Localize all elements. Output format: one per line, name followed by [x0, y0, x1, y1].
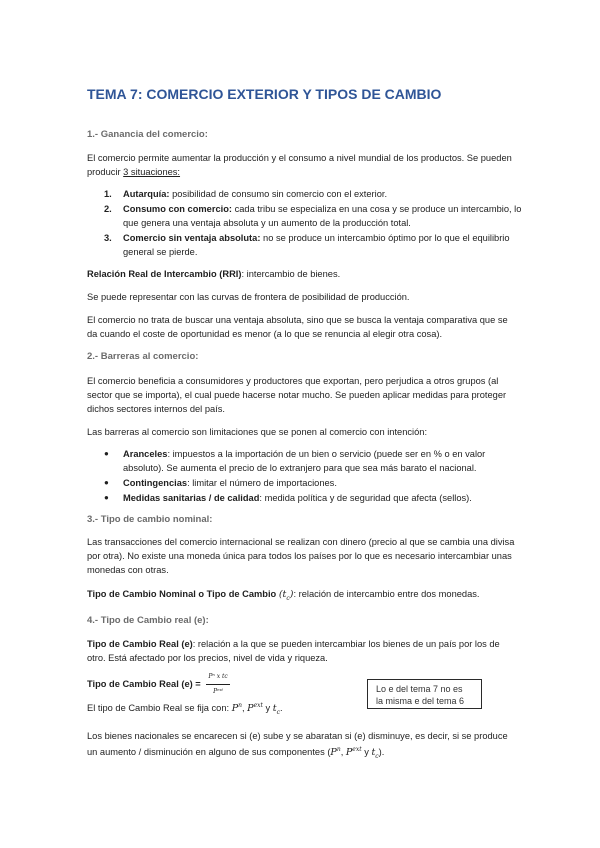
paragraph-nominal: Las transacciones del comercio internacional se realizan con dinero (precio al que se cambia una divisa por otra). No existe una moneda única para todos los países por lo que es necesario intercambiar unas monedas con otras. [87, 537, 515, 575]
section-heading-2: 2.- Barreras al comercio: [87, 351, 199, 362]
paragraph-frontera: Se puede representar con las curvas de frontera de posibilidad de producción. [87, 292, 410, 302]
page-title: TEMA 7: COMERCIO EXTERIOR Y TIPOS DE CAMBIO [87, 86, 442, 102]
section-heading-1: 1.- Ganancia del comercio: [87, 129, 208, 140]
paragraph-fija: El tipo de Cambio Real se fija con: $P^n$, $P^{ext}$ y $t_c$. [87, 702, 283, 716]
list-item: 2. Consumo con comercio: cada tribu se especializa en una cosa y se produce un intercambio, lo que genera una ventaja absoluta y un aumento de la producción total. [104, 204, 522, 228]
list-item: ● Aranceles: impuestos a la importación de un bien o servicio (puede ser en % o en valor absoluto). Se aumenta el precio de lo extranjero para que sea más barato el nacional. [104, 449, 486, 473]
paragraph-real-def: Tipo de Cambio Real (e): relación a la que se pueden intercambiar los bienes de un país por los de otro. Está afectado por los precios, nivel de vida y riqueza. [87, 639, 500, 663]
formula-fraction: $\frac{\text{Pⁿ x tc}}{\text{Pᵉˣᵗ}}$ [206, 670, 229, 699]
formula-real: Tipo de Cambio Real (e) = $\frac{\text{Pⁿ x tc}}{\text{Pᵉˣᵗ}}$ [87, 670, 517, 699]
paragraph-rri: Relación Real de Intercambio (RRI): intercambio de bienes. [87, 269, 341, 279]
situations-list [104, 187, 524, 260]
section-heading-4: 4.- Tipo de Cambio real (e): [87, 615, 209, 626]
note-box: Lo e del tema 7 no es la misma e del tema 6 [367, 679, 482, 709]
list-item: 1. Autarquía: posibilidad de consumo sin comercio con el exterior. [104, 189, 388, 199]
barriers-list [104, 447, 524, 506]
section-heading-3: 3.- Tipo de cambio nominal: [87, 514, 213, 525]
paragraph-barreras-2: Las barreras al comercio son limitaciones que se ponen al comercio con intención: [87, 427, 428, 437]
paragraph-nominal-def: Tipo de Cambio Nominal o Tipo de Cambio $(t_c)$: relación de intercambio entre dos monedas. [87, 589, 480, 602]
list-item: ● Medidas sanitarias / de calidad: medida política y de seguridad que afecta (sellos). [104, 493, 472, 503]
list-item: ● Contingencias: limitar el número de importaciones. [104, 478, 337, 488]
paragraph-barreras-1: El comercio beneficia a consumidores y productores que exportan, pero perjudica a otros grupos (al sector que se importa), el cual puede hacerse notar mucho. Se pueden aplicar medidas para proteger dichos sectores internos del país. [87, 376, 507, 414]
list-item: 3. Comercio sin ventaja absoluta: no se produce un intercambio óptimo por lo que el equilibrio general se pierde. [104, 233, 510, 257]
paragraph-last: Los bienes nacionales se encarecen si (e) sube y se abaratan si (e) disminuye, es decir, si se produce un aumento / disminución en alguno de sus componentes ($P^n$, $P^{ext}$ y $t_c$). [87, 731, 508, 760]
paragraph-intro: El comercio permite aumentar la producción y el consumo a nivel mundial de los productos. Se pueden producir 3 situaciones: [87, 153, 512, 177]
paragraph-ventaja: El comercio no trata de buscar una ventaja absoluta, sino que se busca la ventaja comparativa que se da cuando el coste de oportunidad es menor (a lo que se renuncia al elegir otra cosa). [87, 315, 508, 339]
